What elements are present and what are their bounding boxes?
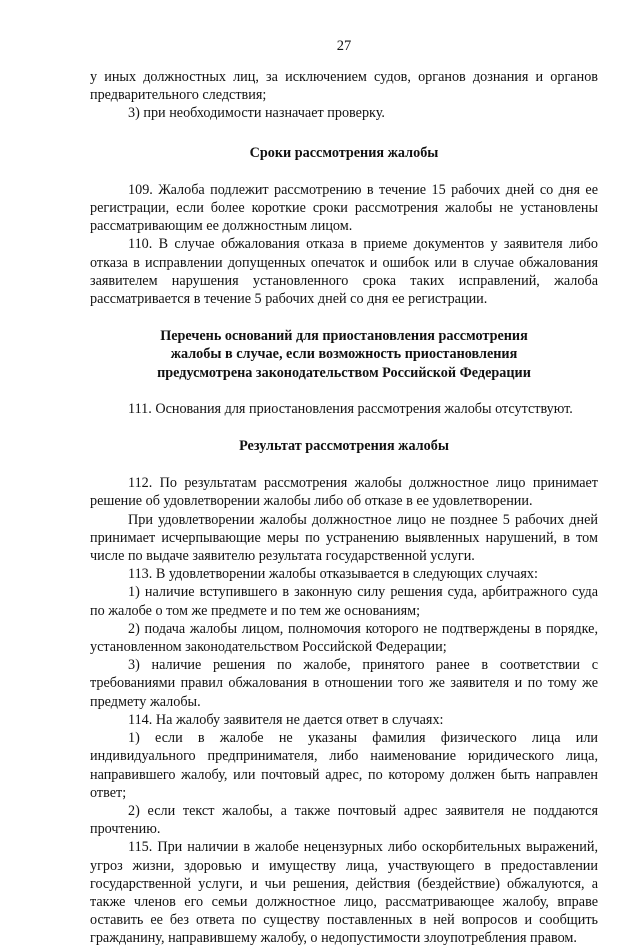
paragraph-114-item-2: 2) если текст жалобы, а также почтовый адрес заявителя не поддаются прочтению. <box>90 802 598 838</box>
paragraph-109: 109. Жалоба подлежит рассмотрению в течение 15 рабочих дней со дня ее регистрации, если более короткие сроки рассмотрения жалобы не установлены рассматривающим ее должностным лицом. <box>90 181 598 235</box>
paragraph-115: 115. При наличии в жалобе нецензурных либо оскорбительных выражений, угроз жизни, здоровью и имуществу лица, участвующего в предоставлении государственной услуги, и чьи решения, действия (бездействие) обжалуются, а также членов его семьи должностное лицо, рассматривающее жалобу, вправе оставить ее без ответа по существу поставленных в ней вопросов и сообщить гражданину, направившему жалобу, о недопустимости злоупотребления правом. <box>90 839 598 947</box>
paragraph-112-satisfaction: При удовлетворении жалобы должностное лицо не позднее 5 рабочих дней принимает исчерпывающие меры по устранению выявленных нарушений, в том числе по выдаче заявителю результата государственной услуги. <box>90 511 598 565</box>
page-number: 27 <box>336 38 352 54</box>
paragraph-item-3: 3) при необходимости назначает проверку. <box>128 105 385 122</box>
section-heading-review-result: Результат рассмотрения жалобы <box>239 438 449 455</box>
section-heading-suspension-grounds: Перечень оснований для приостановления рассмотрения жалобы в случае, если возможность приостановления предусмотрена законодательством Российской Федерации <box>157 328 531 381</box>
paragraph-111: 111. Основания для приостановления рассмотрения жалобы отсутствуют. <box>128 400 573 417</box>
paragraph-112: 112. По результатам рассмотрения жалобы должностное лицо принимает решение об удовлетворении жалобы либо об отказе в ее удовлетворении. <box>90 475 598 510</box>
paragraph-114-item-1: 1) если в жалобе не указаны фамилия физического лица или индивидуального предпринимателя, либо наименование юридического лица, направившего жалобу, или почтовый адрес, по которому должен быть направлен ответ; <box>90 730 598 801</box>
paragraph-113-item-2: 2) подача жалобы лицом, полномочия которого не подтверждены в порядке, установленном законодательством Российской Федерации; <box>90 620 598 656</box>
paragraph-continuation: у иных должностных лиц, за исключением судов, органов дознания и органов предварительного следствия; <box>90 69 598 104</box>
paragraph-114: 114. На жалобу заявителя не дается ответ в случаях: <box>128 711 444 728</box>
paragraph-113-item-3: 3) наличие решения по жалобе, принятого ранее в соответствии с требованиями правил обжалования в отношении того же заявителя и по тому же предмету жалобы. <box>90 657 598 710</box>
document-body <box>90 68 598 948</box>
paragraph-110: 110. В случае обжалования отказа в приеме документов у заявителя либо отказа в исправлении допущенных опечаток и ошибок или в случае обжалования заявителем нарушения установленного срока таких исправлений, жалоба рассматривается в течение 5 рабочих дней со дня ее регистрации. <box>90 236 598 308</box>
paragraph-113: 113. В удовлетворении жалобы отказывается в следующих случаях: <box>128 566 538 583</box>
paragraph-113-item-1: 1) наличие вступившего в законную силу решения суда, арбитражного суда по жалобе о том же предмете и по тем же основаниям; <box>90 584 598 619</box>
section-heading-review-deadlines: Сроки рассмотрения жалобы <box>249 144 439 161</box>
